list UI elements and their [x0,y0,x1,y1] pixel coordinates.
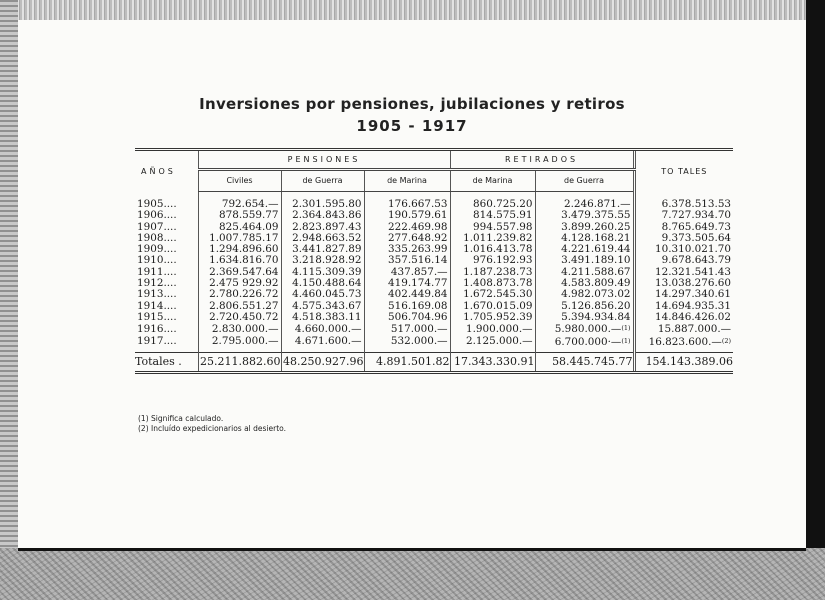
cell-retirados-marina [450,312,535,323]
year [135,192,198,211]
cell-civiles [198,336,281,353]
year [135,312,198,323]
cell-pensiones-marina-value: 277.648.92 [388,231,448,244]
cell-pensiones-marina-value: 176.667.53 [388,198,448,210]
data-table [135,148,733,374]
cell-pensiones-marina [364,323,450,335]
header-totales: TO TALES [634,150,733,192]
cell-pensiones-guerra-value: 4.460.045.73 [292,288,362,301]
totals-total: 154.143.389.06 [634,352,733,372]
cell-total-value: 15.887.000.— [657,322,732,335]
cell-pensiones-marina-value: 532.000.— [390,335,448,348]
cell-civiles-value: 1.634.816.70 [209,254,279,267]
header-retirados: RETIRADOS [450,150,634,170]
cell-retirados-marina-value: 1.011.239.82 [463,231,533,244]
cell-pensiones-marina-value: 419.174.77 [388,277,448,290]
document-title: Inversiones por pensiones, jubilaciones y retiros [199,95,625,113]
cell-civiles-value: 2.780.226.72 [209,288,279,301]
header-retirados-marina: de Marina [450,170,535,192]
cell-pensiones-guerra-value: 4.518.383.11 [292,310,362,323]
totals-retirados-marina: 17.343.330.91 [450,352,535,372]
footnote-marker: (2) [721,336,732,345]
cell-retirados-marina-value: 994.557.98 [473,220,533,233]
cell-pensiones-marina [364,312,450,323]
totals-row [135,352,733,372]
year-value: 1909.... [137,243,177,256]
cell-pensiones-marina-value: 506.704.96 [388,310,448,323]
cell-pensiones-guerra [281,192,364,211]
cell-pensiones-marina-value: 516.169.08 [388,299,448,312]
cell-retirados-marina-value: 814.575.91 [473,209,533,222]
cell-retirados-guerra [535,336,634,353]
cell-total [634,336,733,353]
footnote-marker: (1) [621,324,631,333]
year-value: 1916.... [137,322,177,335]
cell-retirados-guerra-value: 3.479.375.55 [561,209,631,222]
cell-retirados-guerra [535,323,634,335]
cell-total [634,323,733,335]
cell-total-value: 14.846.426.02 [655,310,732,323]
year-value: 1912.... [137,277,177,290]
footnote-1: (1) Significa calculado. [138,414,224,423]
cell-pensiones-guerra-value: 4.660.000.— [294,322,362,335]
footnotes [138,414,286,434]
cell-total-value: 6.378.513.53 [661,197,732,210]
cell-retirados-guerra-value: 4.128.168.21 [561,231,631,244]
cell-pensiones-marina [364,192,450,211]
cell-total-value: 9.373.505.64 [661,231,732,244]
year-value: 1913.... [137,288,177,301]
cell-total-value: 7.727.934.70 [661,209,732,222]
header-pensiones: PENSIONES [198,150,450,170]
cell-retirados-marina-value: 1.408.873.78 [463,277,533,290]
table-row [135,192,733,211]
cell-pensiones-guerra [281,312,364,323]
cell-retirados-guerra [535,192,634,211]
cell-retirados-guerra-value: 4.211.588.67 [561,265,631,278]
cell-retirados-marina-value: 2.125.000.— [465,335,533,348]
year [135,336,198,353]
cell-civiles-value: 878.559.77 [219,209,279,222]
cell-retirados-marina [450,323,535,335]
year-value: 1914.... [137,299,177,312]
header-pensiones-guerra: de Guerra [281,170,364,192]
cell-pensiones-guerra-value: 3.218.928.92 [292,254,362,267]
cell-pensiones-marina-value: 357.516.14 [388,254,448,267]
year [135,323,198,335]
cell-pensiones-marina-value: 335.263.99 [388,243,448,256]
cell-civiles-value: 2.830.000.— [211,322,279,335]
cell-pensiones-guerra [281,336,364,353]
footnote-2: (2) Incluído expedicionarios al desierto. [138,424,286,433]
cell-pensiones-marina-value: 517.000.— [390,322,448,335]
cell-retirados-marina [450,336,535,353]
cell-retirados-guerra-value: 5.126.856.20 [561,299,631,312]
cell-total-value: 12.321.541.43 [655,265,732,278]
cell-retirados-guerra [535,312,634,323]
cell-retirados-marina-value: 860.725.20 [473,198,533,210]
cell-retirados-guerra-value: 2.246.871.— [563,198,631,210]
cell-retirados-marina [450,192,535,211]
cell-civiles-value: 1.007.785.17 [209,231,279,244]
cell-retirados-marina-value: 1.900.000.— [465,322,533,335]
totals-pensiones-marina: 4.891.501.82 [364,352,450,372]
header-retirados-guerra: de Guerra [535,170,634,192]
cell-civiles [198,323,281,335]
cell-retirados-guerra-value: 4.982.073.02 [561,288,631,301]
cell-pensiones-guerra-value: 2.823.897.43 [292,220,362,233]
cell-retirados-guerra-value: 5.394.934.84 [561,310,631,323]
header-civiles: Civiles [198,170,281,192]
year-value: 1917.... [137,335,177,348]
cell-retirados-guerra-value: 3.491.189.10 [561,254,631,267]
table-row [135,336,733,353]
totals-label: Totales . [135,352,198,372]
cell-retirados-guerra-value: 6.700.000·— [554,335,622,348]
cell-pensiones-guerra-value: 4.575.343.67 [292,299,362,312]
header-anos: AÑOS [135,150,198,192]
totals-civiles: 25.211.882.60 [198,352,281,372]
cell-civiles [198,312,281,323]
cell-retirados-marina-value: 976.192.93 [473,254,533,267]
cell-civiles-value: 2.795.000.— [211,335,279,348]
cell-pensiones-guerra-value: 4.150.488.64 [292,277,362,290]
cell-retirados-marina-value: 1.705.952.39 [463,310,533,323]
cell-total-value: 8.765.649.73 [661,220,732,233]
cell-retirados-guerra-value: 4.221.619.44 [561,243,631,256]
cell-civiles-value: 1.294.896.60 [209,243,279,256]
header-pensiones-marina: de Marina [364,170,450,192]
scan-edge-left [0,0,18,560]
cell-total-value: 13.038.276.60 [655,277,732,290]
totals-retirados-guerra: 58.445.745.77 [535,352,634,372]
year-value: 1915.... [137,310,177,323]
cell-retirados-marina-value: 1.187.238.73 [463,265,533,278]
scan-edge-right [806,0,825,560]
cell-pensiones-guerra-value: 4.115.309.39 [292,265,362,278]
document-page [18,20,806,551]
table-row [135,312,733,323]
scan-edge-top [0,0,825,22]
totals-pensiones-guerra: 48.250.927.96 [281,352,364,372]
cell-retirados-guerra-value: 3.899.260.25 [561,220,631,233]
cell-civiles-value: 2.475 929.92 [209,277,279,290]
cell-retirados-guerra-value: 4.583.809.49 [561,277,631,290]
scan-edge-bottom [0,548,825,600]
cell-total [634,312,733,323]
cell-pensiones-guerra-value: 2.948.663.52 [292,231,362,244]
cell-civiles-value: 825.464.09 [219,220,279,233]
cell-civiles [198,192,281,211]
cell-total [634,192,733,211]
cell-civiles-value: 2.720.450.72 [209,310,279,323]
cell-total-value: 14.297.340.61 [655,288,732,301]
cell-civiles-value: 2.369.547.64 [209,265,279,278]
year-value: 1911.... [137,265,177,278]
year-value: 1907.... [137,220,177,233]
cell-civiles-value: 2.806.551.27 [209,299,279,312]
year-value: 1905.... [137,197,177,210]
cell-pensiones-marina [364,336,450,353]
document-subtitle: 1905 - 1917 [356,117,468,135]
cell-pensiones-guerra-value: 4.671.600.— [294,335,362,348]
cell-total-value: 14.694.935.31 [655,299,732,312]
year-value: 1906.... [137,209,177,222]
table-row [135,323,733,335]
cell-pensiones-marina-value: 402.449.84 [388,288,448,301]
cell-pensiones-guerra-value: 2.301.595.80 [292,198,362,210]
cell-retirados-marina-value: 1.670.015.09 [463,299,533,312]
cell-pensiones-guerra [281,323,364,335]
cell-pensiones-marina-value: 222.469.98 [388,220,448,233]
year-value: 1910.... [137,254,177,267]
cell-total-value: 9.678.643.79 [661,254,732,267]
cell-pensiones-guerra-value: 3.441.827.89 [292,243,362,256]
cell-total-value: 10.310.021.70 [655,243,732,256]
cell-pensiones-guerra-value: 2.364.843.86 [292,209,362,222]
cell-retirados-marina-value: 1.016.413.78 [463,243,533,256]
cell-total-value: 16.823.600.— [648,335,722,348]
year-value: 1908.... [137,231,177,244]
footnote-marker: (1) [621,336,631,345]
cell-civiles-value: 792.654.— [221,198,279,210]
cell-pensiones-marina-value: 437.857.— [390,265,448,278]
cell-pensiones-marina-value: 190.579.61 [388,209,448,222]
cell-retirados-guerra-value: 5.980.000.— [554,323,622,336]
cell-retirados-marina-value: 1.672.545.30 [463,288,533,301]
